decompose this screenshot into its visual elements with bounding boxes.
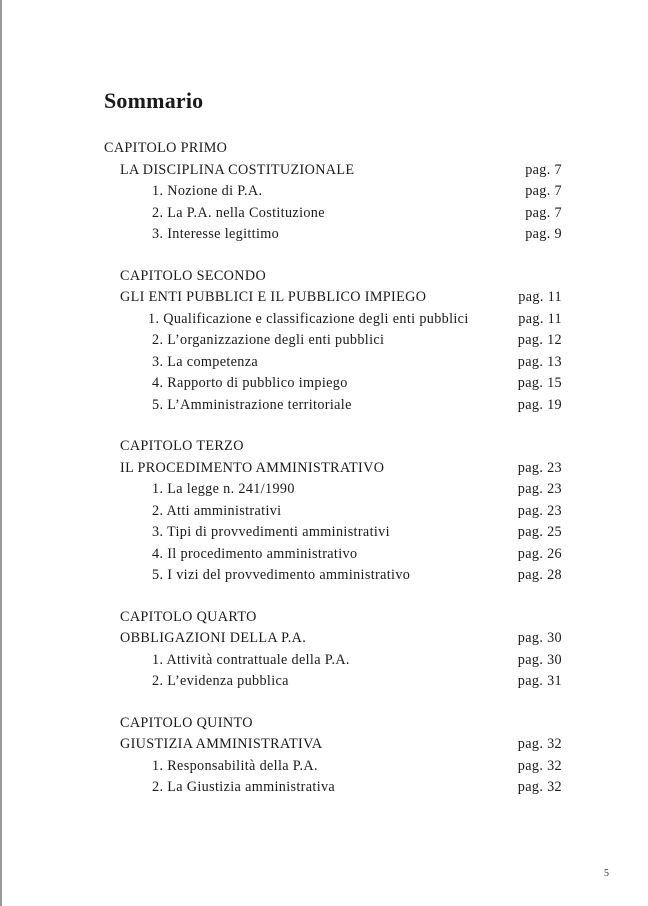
toc-item	[104, 373, 564, 395]
page-reference: pag. 25	[517, 524, 562, 540]
chapter-heading	[104, 287, 564, 309]
toc-item	[104, 777, 564, 799]
toc-item	[104, 671, 564, 693]
page-reference: pag. 7	[525, 161, 562, 178]
chapter-label-text: CAPITOLO QUARTO	[120, 608, 257, 625]
section-spacer	[104, 246, 564, 266]
chapter-label	[104, 138, 564, 160]
page-reference: pag. 32	[517, 736, 562, 752]
page-reference: pag. 30	[517, 630, 562, 646]
toc-item-text: 2. La P.A. nella Costituzione	[152, 204, 325, 221]
toc-item	[104, 181, 564, 203]
toc-item-text: 1. Nozione di P.A.	[152, 183, 263, 199]
toc-item-text: 1. Qualificazione e classificazione degli enti pubblici	[148, 310, 469, 327]
page-title: Sommario	[104, 88, 204, 113]
toc-item	[104, 650, 564, 672]
chapter-heading-text: OBBLIGAZIONI DELLA P.A.	[120, 630, 307, 646]
page-number: 5	[604, 868, 609, 879]
toc-item	[104, 756, 564, 778]
toc-item	[104, 203, 564, 225]
page-reference: pag. 7	[525, 183, 562, 199]
toc-item-text: 5. L’Amministrazione territoriale	[152, 396, 352, 413]
toc-item-text: 1. Attività contrattuale della P.A.	[152, 651, 350, 668]
page-reference: pag. 19	[517, 396, 562, 413]
chapter-label-text: CAPITOLO TERZO	[120, 438, 244, 454]
toc-item-text: 2. L’organizzazione degli enti pubblici	[152, 332, 385, 348]
chapter-heading-text: LA DISCIPLINA COSTITUZIONALE	[120, 161, 355, 178]
page-reference: pag. 11	[518, 289, 562, 305]
chapter-label	[104, 607, 564, 629]
toc-item	[104, 544, 564, 566]
page-reference: pag. 26	[517, 545, 562, 562]
chapter-label-text: CAPITOLO SECONDO	[120, 267, 267, 284]
page-reference: pag. 31	[517, 673, 562, 689]
toc-item	[104, 395, 564, 417]
toc-item	[104, 501, 564, 523]
toc-item	[104, 309, 564, 331]
chapter-heading-text: IL PROCEDIMENTO AMMINISTRATIVO	[120, 459, 385, 476]
chapter-heading	[104, 458, 564, 480]
page-reference: pag. 12	[517, 332, 562, 348]
page-reference: pag. 23	[517, 502, 562, 519]
toc-item-text: 1. La legge n. 241/1990	[152, 481, 295, 497]
toc-item-text: 1. Responsabilità della P.A.	[152, 757, 318, 774]
page-reference: pag. 32	[517, 779, 562, 795]
chapter-heading-text: GIUSTIZIA AMMINISTRATIVA	[120, 736, 323, 752]
toc-item-text: 3. Interesse legittimo	[152, 226, 280, 242]
table-of-contents	[104, 138, 564, 799]
page-reference: pag. 32	[517, 757, 562, 774]
toc-item-text: 4. Il procedimento amministrativo	[152, 545, 358, 562]
chapter-heading-text: GLI ENTI PUBBLICI E IL PUBBLICO IMPIEGO	[120, 289, 427, 305]
chapter-label	[104, 436, 564, 458]
toc-item-text: 2. La Giustizia amministrativa	[152, 779, 336, 795]
chapter-heading	[104, 628, 564, 650]
toc-item	[104, 522, 564, 544]
page-reference: pag. 13	[517, 353, 562, 370]
section-spacer	[104, 693, 564, 713]
chapter-label-text: CAPITOLO PRIMO	[104, 140, 228, 156]
page-reference: pag. 23	[517, 459, 562, 476]
page-reference: pag. 9	[525, 226, 562, 242]
toc-item-text: 3. Tipi di provvedimenti amministrativi	[152, 524, 390, 540]
toc-item-text: 4. Rapporto di pubblico impiego	[152, 375, 348, 391]
chapter-label-text: CAPITOLO QUINTO	[120, 714, 253, 731]
toc-item	[104, 330, 564, 352]
toc-item	[104, 224, 564, 246]
toc-item-text: 2. L’evidenza pubblica	[152, 673, 289, 689]
page-reference: pag. 7	[525, 204, 562, 221]
page-reference: pag. 23	[517, 481, 562, 497]
page-reference: pag. 30	[517, 651, 562, 668]
chapter-heading	[104, 160, 564, 182]
toc-item	[104, 565, 564, 587]
chapter-label	[104, 713, 564, 735]
toc-item-text: 2. Atti amministrativi	[152, 502, 282, 519]
toc-item-text: 5. I vizi del provvedimento amministrativo	[152, 567, 411, 583]
page-reference: pag. 28	[517, 567, 562, 583]
toc-item-text: 3. La competenza	[152, 353, 259, 370]
section-spacer	[104, 416, 564, 436]
toc-item	[104, 352, 564, 374]
toc-item	[104, 479, 564, 501]
page-left-edge	[0, 0, 2, 906]
chapter-heading	[104, 734, 564, 756]
section-spacer	[104, 587, 564, 607]
chapter-label	[104, 266, 564, 288]
page-reference: pag. 15	[517, 375, 562, 391]
page-reference: pag. 11	[518, 310, 562, 327]
